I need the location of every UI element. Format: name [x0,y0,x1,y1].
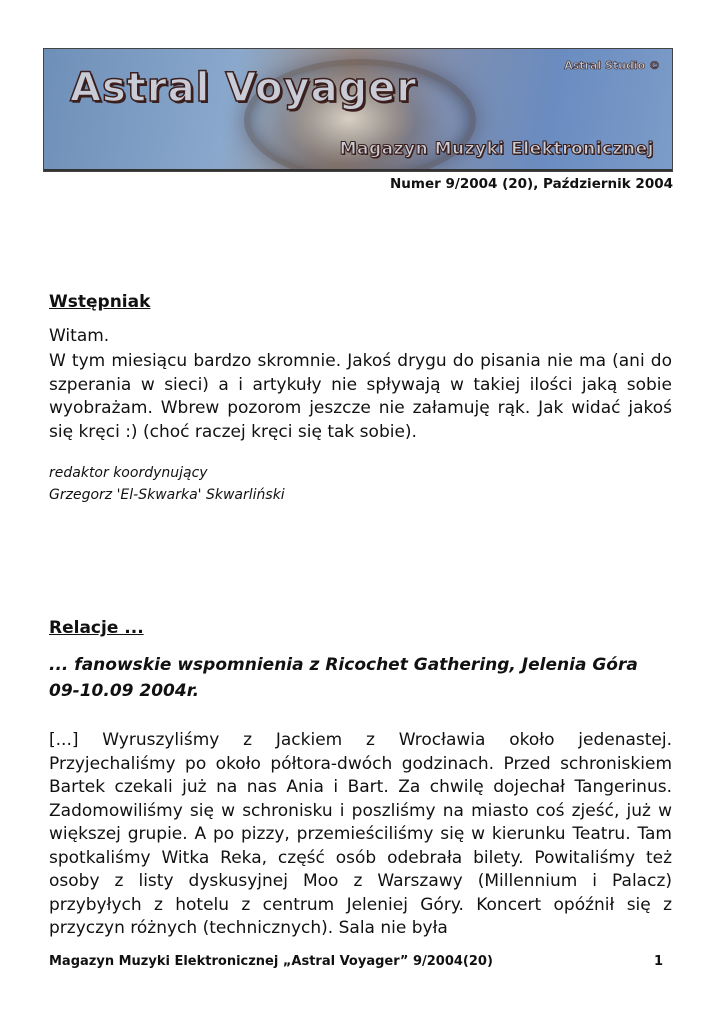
reports-heading: Relacje ... [49,618,144,638]
masthead-banner [43,48,673,172]
editorial-greeting: Witam. [49,326,110,346]
editorial-heading: Wstępniak [49,292,151,312]
issue-line: Numer 9/2004 (20), Październik 2004 [390,176,673,192]
reports-body: [...] Wyruszyliśmy z Jackiem z Wrocławia około jedenastej. Przyjechaliśmy po około półtora-dwóch godzinach. Przed schroniskiem Bartek czekali już na nas Ania i Bart. Za chwilę dojechał Tangerinus. Zadomowiliśmy się w schronisku i poszliśmy na miasto coś zjeść, już w większej grupie. A po pizzy, przemieściliśmy się w kierunku Teatru. Tam spotkaliśmy Witka Reka, część osób odebrała bilety. Powitaliśmy też osoby z listy dyskusyjnej Moo z Warszawy (Millennium i Palacz) przybyłych z hotelu z centrum Jeleniej Góry. Koncert opóźnił się z przyczyn różnych (technicznych). Sala nie była [49,730,672,938]
studio-credit: Astral Studio © [564,59,660,72]
page-number: 1 [654,954,664,969]
footer-text: Magazyn Muzyki Elektronicznej „Astral Voyager” 9/2004(20) [49,954,493,969]
magazine-subtitle: Magazyn Muzyki Elektronicznej [339,139,654,159]
reports-subheading: ... fanowskie wspomnienia z Ricochet Gathering, Jelenia Góra 09-10.09 2004r. [49,655,638,701]
editorial-body: W tym miesiącu bardzo skromnie. Jakoś drygu do pisania nie ma (ani do szperania w sieci) a i artykuły nie spływają w takiej ilości jaką sobie wyobrażam. Wbrew pozorom jeszcze nie załamuję rąk. Jak widać jakoś się kręci :) (choć raczej kręci się tak sobie). [49,351,672,442]
signature-role: redaktor koordynujący [49,465,208,481]
magazine-title: Astral Voyager [70,65,418,111]
signature-name: Grzegorz 'El-Skwarka' Skwarliński [49,487,285,503]
